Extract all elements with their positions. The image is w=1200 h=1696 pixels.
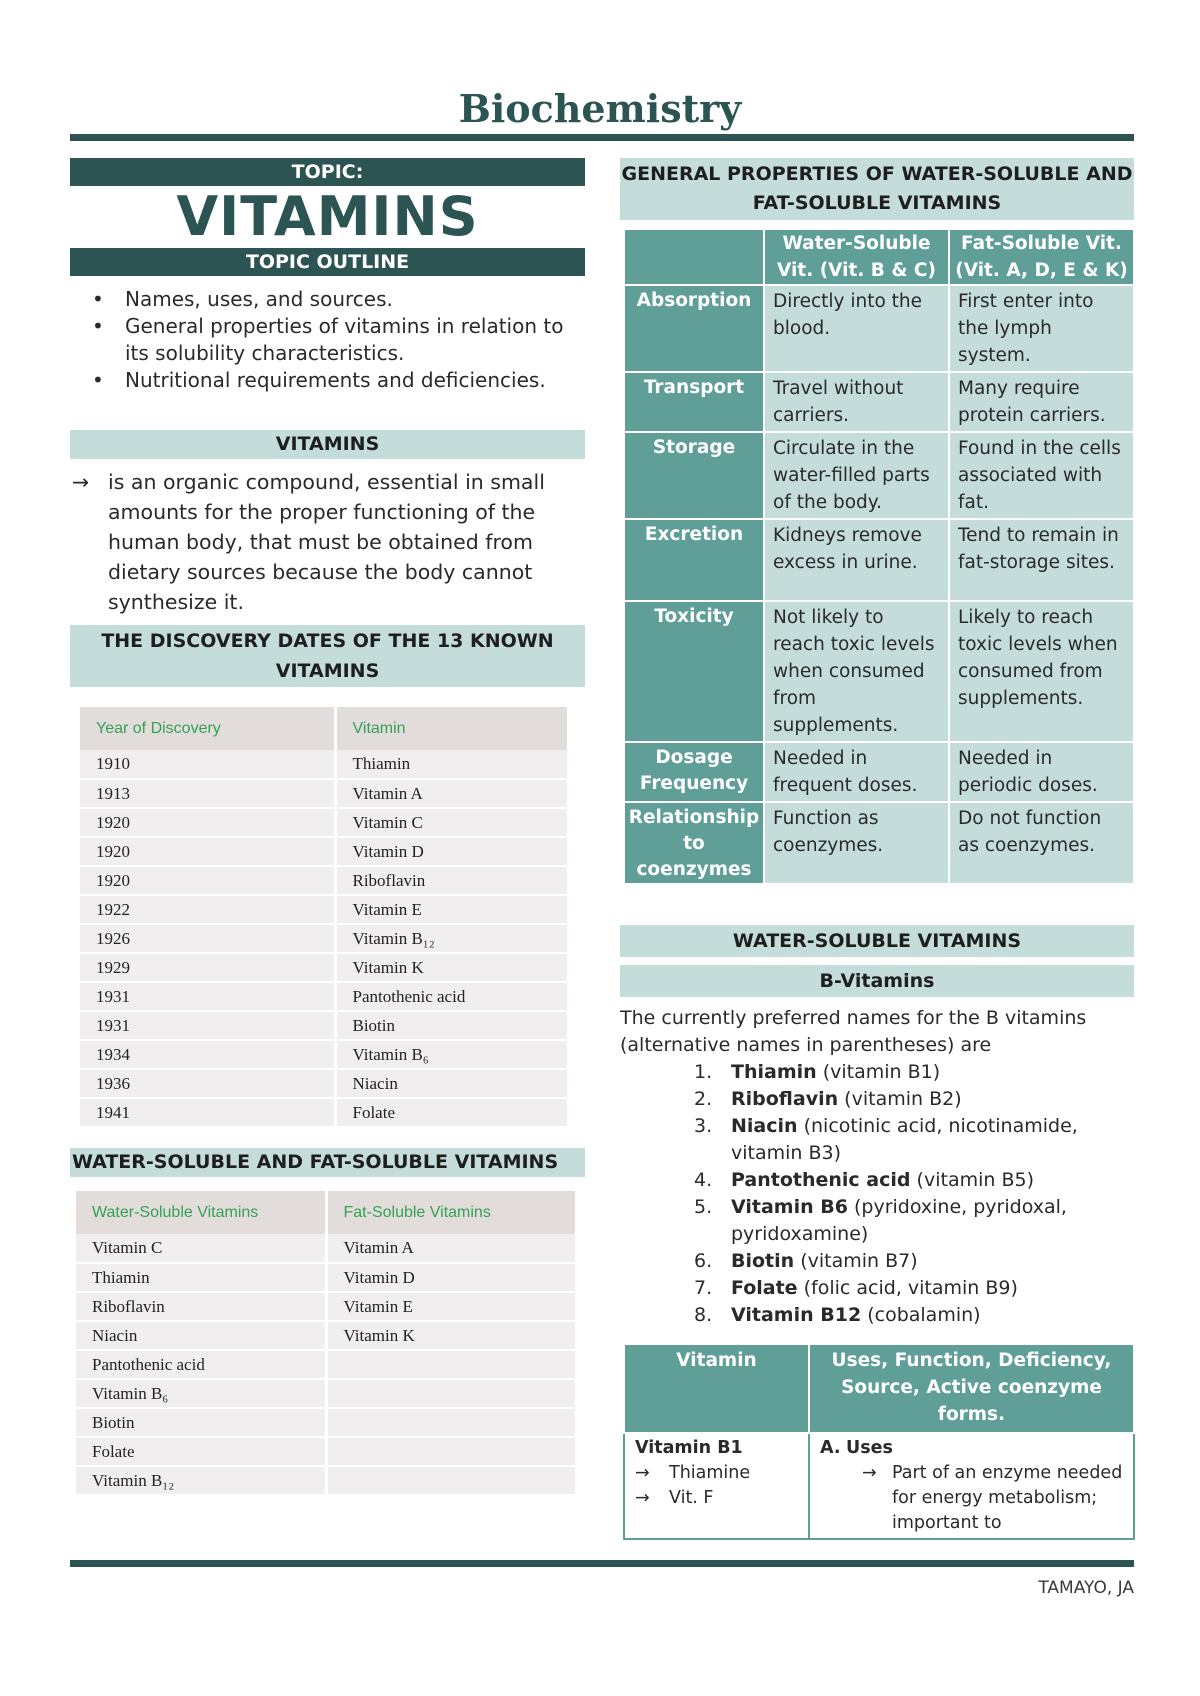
table-header-row <box>624 229 1134 285</box>
table-row: Absorption Directly into the blood. First enter into the lymph system. <box>624 285 1134 372</box>
table-row: 1934 Vitamin B₆ <box>80 1040 568 1069</box>
footer-divider <box>70 1560 1134 1567</box>
table-row: Relationship to coenzymes Function as coenzymes. Do not function as coenzymes. <box>624 802 1134 884</box>
table-row: 1941 Folate <box>80 1098 568 1127</box>
column-header-vitamin: Vitamin <box>624 1344 809 1433</box>
table-row: 1929 Vitamin K <box>80 953 568 982</box>
table-row: Folate <box>76 1437 576 1466</box>
bullet-icon: • <box>92 368 104 392</box>
page-title: Biochemistry <box>458 86 742 131</box>
outline-title: TOPIC OUTLINE <box>70 248 585 276</box>
alias-item: → Vit. F <box>635 1486 798 1511</box>
list-item: 7. Folate (folic acid, vitamin B9) <box>694 1277 1018 1299</box>
table-row: Vitamin B₆ <box>76 1379 576 1408</box>
arrow-right-icon: → <box>862 1463 877 1483</box>
list-item: 3. Niacin (nicotinic acid, nicotinamide, vitamin B3) <box>694 1115 1078 1164</box>
discovery-table <box>80 707 570 1128</box>
table-header-row <box>80 707 568 750</box>
water-soluble-section-title: WATER-SOLUBLE VITAMINS <box>620 925 1134 957</box>
bullet-icon: • <box>92 314 104 338</box>
corner-cell <box>624 229 764 285</box>
column-header-fat-soluble: Fat-Soluble Vitamins <box>326 1191 576 1234</box>
bullet-icon: • <box>92 287 104 311</box>
vitamins-section-title: VITAMINS <box>70 430 585 459</box>
arrow-right-icon: → <box>635 1463 650 1483</box>
list-item: 6. Biotin (vitamin B7) <box>694 1250 918 1272</box>
table-row: Excretion Kidneys remove excess in urine. Tend to remain in fat-storage sites. <box>624 519 1134 601</box>
list-item: 8. Vitamin B12 (cobalamin) <box>694 1304 981 1326</box>
table-row <box>624 1433 1134 1539</box>
table-row: Vitamin B₁₂ <box>76 1466 576 1495</box>
header-divider <box>70 134 1134 141</box>
column-header-fat-soluble: Fat-Soluble Vit. (Vit. A, D, E & K) <box>949 229 1134 285</box>
uses-heading: A. Uses <box>820 1438 893 1458</box>
table-row: Vitamin C Vitamin A <box>76 1234 576 1263</box>
solubility-section-title: WATER-SOLUBLE AND FAT-SOLUBLE VITAMINS <box>70 1148 585 1177</box>
topic-name: VITAMINS <box>176 185 479 248</box>
vitamin-name: Vitamin B1 <box>635 1438 743 1458</box>
table-row: 1910 Thiamin <box>80 750 568 779</box>
b-vitamins-title: B-Vitamins <box>620 965 1134 997</box>
solubility-table <box>76 1191 578 1496</box>
table-row: Transport Travel without carriers. Many require protein carriers. <box>624 372 1134 432</box>
left-column <box>70 158 585 1496</box>
column-header-water-soluble: Water-Soluble Vit. (Vit. B & C) <box>764 229 949 285</box>
list-item: • General properties of vitamins in relation to its solubility characteristics. <box>92 314 564 365</box>
column-header-vitamin: Vitamin <box>335 707 568 750</box>
list-item: 4. Pantothenic acid (vitamin B5) <box>694 1169 1034 1191</box>
column-header-water-soluble: Water-Soluble Vitamins <box>76 1191 326 1234</box>
table-row: 1922 Vitamin E <box>80 895 568 924</box>
column-header-year: Year of Discovery <box>80 707 335 750</box>
table-row: 1913 Vitamin A <box>80 779 568 808</box>
table-row: 1920 Vitamin D <box>80 837 568 866</box>
column-header-info: Uses, Function, Deficiency, Source, Active coenzyme forms. <box>809 1344 1134 1433</box>
table-row: Biotin <box>76 1408 576 1437</box>
table-row: Toxicity Not likely to reach toxic levels when consumed from supplements. Likely to reach toxic levels when consumed from supplements. <box>624 601 1134 742</box>
table-row: Niacin Vitamin K <box>76 1321 576 1350</box>
discovery-section-title: THE DISCOVERY DATES OF THE 13 KNOWN VITAMINS <box>70 625 585 687</box>
vitamin-definition: → is an organic compound, essential in small amounts for the proper functioning of the human body, that must be obtained from dietary sources because the body cannot synthesize it. <box>70 467 585 617</box>
topic-label: TOPIC: <box>70 158 585 186</box>
author-name: TAMAYO, JA <box>1038 1578 1134 1598</box>
table-row: Thiamin Vitamin D <box>76 1263 576 1292</box>
arrow-right-icon: → <box>72 470 90 494</box>
table-row: 1931 Pantothenic acid <box>80 982 568 1011</box>
list-item: • Nutritional requirements and deficiencies. <box>92 368 546 392</box>
table-header-row <box>76 1191 576 1234</box>
uses-description: → Part of an enzyme needed for energy metabolism; important to <box>862 1463 1123 1533</box>
table-row: 1936 Niacin <box>80 1069 568 1098</box>
list-item: • Names, uses, and sources. <box>92 287 393 311</box>
table-row: Riboflavin Vitamin E <box>76 1292 576 1321</box>
list-item: 1. Thiamin (vitamin B1) <box>694 1061 941 1083</box>
list-item: 5. Vitamin B6 (pyridoxine, pyridoxal, pyridoxamine) <box>694 1196 1067 1245</box>
info-cell <box>809 1433 1134 1539</box>
table-row: 1926 Vitamin B₁₂ <box>80 924 568 953</box>
table-header-row <box>624 1344 1134 1433</box>
table-row: 1920 Vitamin C <box>80 808 568 837</box>
properties-table <box>623 228 1135 885</box>
arrow-right-icon: → <box>635 1488 650 1508</box>
table-row: Dosage Frequency Needed in frequent doses. Needed in periodic doses. <box>624 742 1134 802</box>
list-item: 2. Riboflavin (vitamin B2) <box>694 1088 962 1110</box>
right-column <box>620 158 1134 1540</box>
vitamin-detail-table <box>623 1343 1135 1540</box>
table-row: Pantothenic acid <box>76 1350 576 1379</box>
b-vitamins-intro: The currently preferred names for the B vitamins (alternative names in parentheses) are <box>620 1007 1087 1056</box>
table-row: Storage Circulate in the water-filled parts of the body. Found in the cells associated with fat. <box>624 432 1134 519</box>
alias-item: → Thiamine <box>635 1461 798 1486</box>
b-vitamins-list <box>620 1059 1134 1329</box>
outline-list <box>70 286 585 394</box>
properties-section-title: GENERAL PROPERTIES OF WATER-SOLUBLE AND FAT-SOLUBLE VITAMINS <box>620 158 1134 220</box>
table-row: 1931 Biotin <box>80 1011 568 1040</box>
table-row: 1920 Riboflavin <box>80 866 568 895</box>
vitamin-cell <box>624 1433 809 1539</box>
